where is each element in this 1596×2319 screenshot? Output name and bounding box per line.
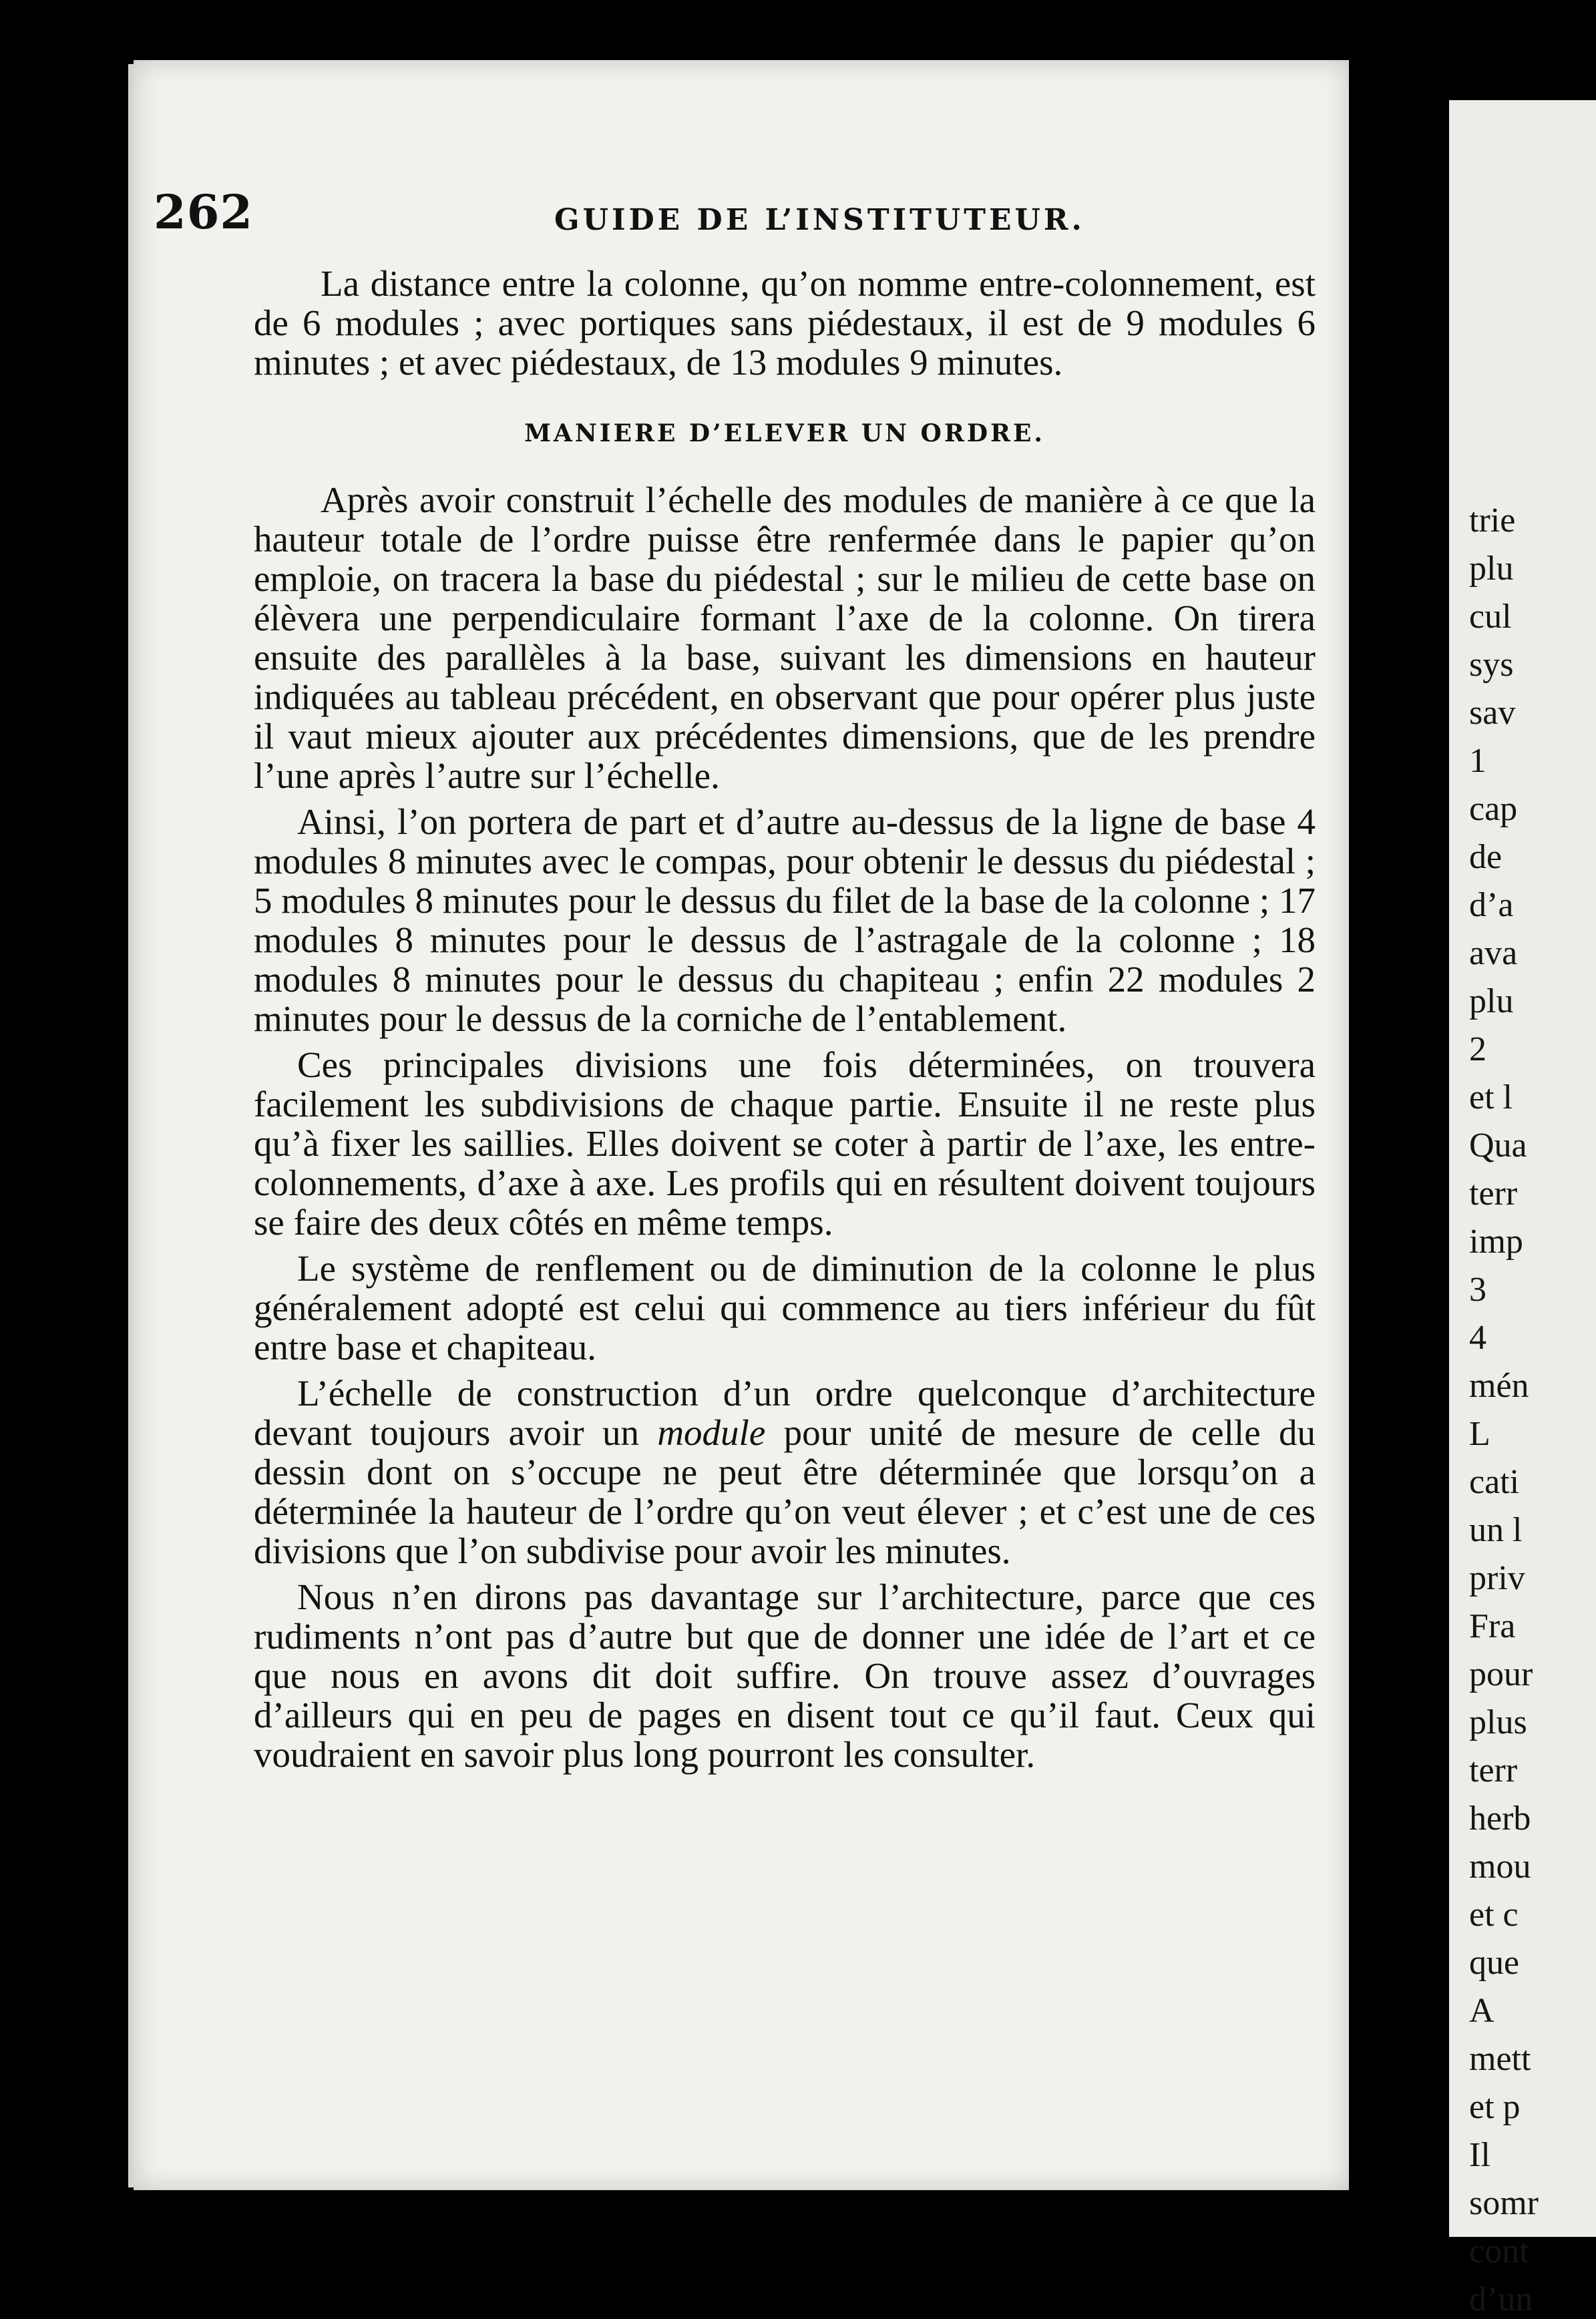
facing-page [1449,100,1596,2318]
facing-page-fragment: mett [1469,2040,1531,2078]
facing-page-fragment: imp [1469,1223,1523,1261]
facing-page-fragment: cap [1469,790,1518,828]
facing-page-fragment: d’un [1469,2280,1533,2318]
facing-page-fragment: mou [1469,1848,1531,1886]
facing-page-fragment: terr [1469,1175,1518,1213]
facing-page-fragment: priv [1469,1559,1525,1597]
facing-page-fragment: trie [1469,501,1516,540]
facing-page-fragment: Il [1469,2136,1490,2174]
facing-page-fragment: A [1469,1992,1494,2030]
running-title: GUIDE DE L’INSTITUTEUR. [554,203,1085,237]
paragraph-6-start: L’échelle de construction d’un ordre quelconque d’architecture devant toujours avoir un [254,1373,1316,1453]
facing-page-fragment: cont [1469,2232,1529,2270]
page-body [254,264,1316,1781]
facing-page-fragment: somr [1469,2184,1539,2222]
facing-page-fragment: plu [1469,982,1514,1020]
facing-page-fragment: d’a [1469,886,1514,924]
facing-page-fragment: 4 [1469,1319,1486,1357]
facing-page-fragment: sav [1469,694,1516,732]
facing-page-fragment: cul [1469,598,1512,636]
paragraph-divisions: Ces principales divisions une fois déterminées, on trouvera facilement les subdivisions de chaque partie. Ensuite il ne reste plus qu’à fixer les saillies. Elles doivent se coter à partir de l’axe, les entre-colonnements, d’axe à axe. Les profils qui en résultent doivent toujours se faire des deux côtés en même temps. [254,1044,1316,1243]
facing-page-fragment: mén [1469,1367,1529,1405]
emphasis-module: module [657,1412,766,1453]
facing-page-fragment: Qua [1469,1126,1527,1165]
paragraph-echelle-construction [254,1374,1316,1570]
paragraph-hauteurs: Ainsi, l’on portera de part et d’autre au-dessus de la ligne de base 4 modules 8 minutes avec le compas, pour obtenir le dessus du piédestal ; 5 modules 8 minutes pour le dessus du filet de la base de la colonne ; 17 modules 8 minutes pour le dessus de l’astragale de la colonne ; 18 modules 8 minutes pour le dessus du chapiteau ; enfin 22 modules 2 minutes pour le dessus de la corniche de l’entablement. [254,801,1316,1039]
facing-page-fragment: et l [1469,1078,1513,1116]
page-number: 262 [154,184,254,240]
facing-page-fragment: que [1469,1944,1520,1982]
facing-page-fragment: plus [1469,1703,1527,1741]
facing-page-fragment: et c [1469,1896,1519,1934]
paragraph-entre-colonnement: La distance entre la colonne, qu’on nomme entre-colonnement, est de 6 modules ; avec portiques sans piédestaux, il est de 9 modules 6 minutes ; et avec piédestaux, de 13 modules 9 minutes. [254,263,1316,383]
facing-page-fragment: 1 [1469,742,1486,780]
facing-page-fragment: ava [1469,934,1518,972]
facing-page-fragment: et p [1469,2088,1521,2126]
facing-page-fragment: terr [1469,1751,1518,1789]
paragraph-echelle-des-modules: Après avoir construit l’échelle des modules de manière à ce que la hauteur totale de l’ordre puisse être renfermée dans le papier qu’on emploie, on tracera la base du piédestal ; sur le milieu de cette base on élèvera une perpendiculaire formant l’axe de la colonne. On tirera ensuite des parallèles à la base, suivant les dimensions en hauteur indiquées au tableau précédent, en observant que pour opérer plus juste il vaut mieux ajouter aux précédentes dimensions, que de les prendre l’une après l’autre sur l’échelle. [254,479,1316,796]
facing-page-fragment: Fra [1469,1607,1516,1645]
paragraph-renflement: Le système de renflement ou de diminution de la colonne le plus généralement adopté est celui qui commence au tiers inférieur du fût entre base et chapiteau. [254,1248,1316,1367]
facing-page-fragment: cati [1469,1463,1520,1501]
facing-page-fragment: plu [1469,550,1514,588]
facing-page-fragment: un l [1469,1511,1523,1549]
facing-page-fragment: 2 [1469,1030,1486,1068]
page-header [154,167,1255,240]
facing-page-fragment: sys [1469,646,1514,684]
facing-page-fragment: pour [1469,1655,1533,1693]
facing-page-fragment: de [1469,838,1503,876]
paragraph-6-end: pour unité de mesure de celle du dessin dont on s’occupe ne peut être déterminée que lorsqu’on a déterminée la hauteur de l’ordre qu’on veut élever ; et c’est une de ces divisions que l’on subdivise pour avoir les minutes. [254,1412,1316,1571]
facing-page-fragment: herb [1469,1800,1531,1838]
facing-page-fragment: L [1469,1415,1490,1453]
section-title: MANIERE D’ELEVER UN ORDRE. [524,419,1045,447]
paragraph-conclusion: Nous n’en dirons pas davantage sur l’architecture, parce que ces rudiments n’ont pas d’autre but que de donner une idée de l’art et ce que nous en avons dit doit suffire. On trouve assez d’ouvrages d’ailleurs qui en peu de pages en disent tout ce qu’il faut. Ceux qui voudraient en savoir plus long pourront les consulter. [254,1576,1316,1775]
facing-page-fragment: 3 [1469,1271,1486,1309]
